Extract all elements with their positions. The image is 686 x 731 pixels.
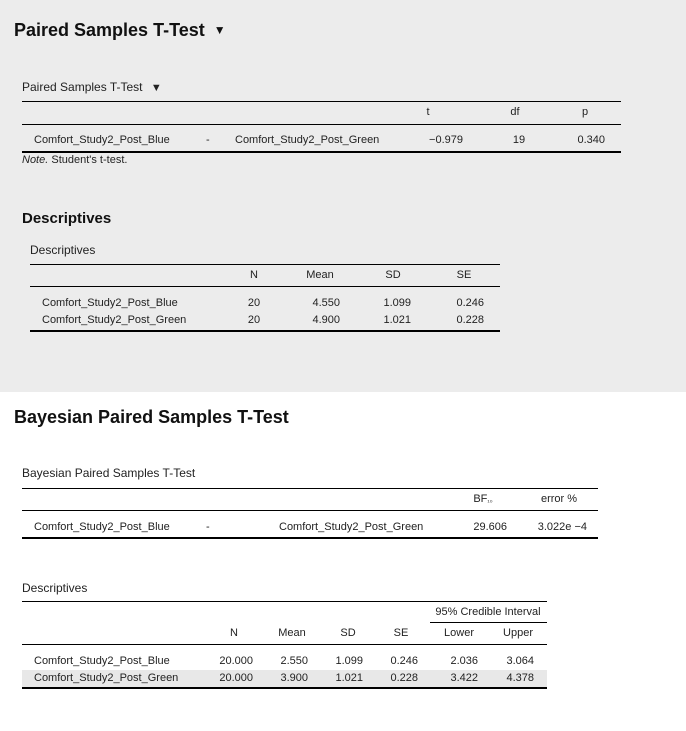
bayes-desc-row-n: 20.000 [219, 672, 253, 684]
paired-ttest-table-menu-arrow-icon[interactable]: ▼ [150, 82, 162, 94]
bf-label: BF [473, 493, 488, 505]
descriptives-header-se: SE [456, 269, 472, 281]
bayes-desc-row-se: 0.246 [390, 655, 418, 667]
bayes-desc-row-lower: 3.422 [450, 672, 478, 684]
bayes-ttest-separator: - [206, 521, 210, 533]
credible-interval-header: 95% Credible Interval [435, 606, 541, 618]
descriptives-heading: Descriptives [22, 210, 112, 227]
bayes-descriptives-header-rule [22, 644, 547, 645]
descriptives-header-sd: SD [385, 269, 401, 281]
descriptives-row-se: 0.228 [456, 314, 484, 326]
bayes-ttest-var2: Comfort_Study2_Post_Green [279, 521, 424, 533]
paired-ttest-var1: Comfort_Study2_Post_Blue [34, 134, 170, 146]
paired-ttest-table-caption [22, 80, 162, 94]
note-text: Student's t-test. [48, 154, 128, 166]
bayes-desc-header-se: SE [393, 627, 409, 639]
bayes-ttest-bottom-rule [22, 537, 598, 539]
bayes-desc-row-name: Comfort_Study2_Post_Blue [34, 655, 170, 667]
bayes-ttest-table-caption: Bayesian Paired Samples T-Test [22, 466, 196, 480]
credible-interval-rule [430, 622, 547, 623]
paired-ttest-df-value: 19 [512, 134, 526, 146]
descriptives-row-se: 0.246 [456, 297, 484, 309]
bayes-ttest-header-bf [463, 493, 503, 505]
bayes-ttest-error-value: 3.022e −4 [537, 521, 587, 533]
bayes-descriptives-table-caption: Descriptives [22, 581, 88, 595]
paired-ttest-bottom-rule [22, 151, 621, 153]
descriptives-row-mean: 4.900 [312, 314, 340, 326]
bayes-desc-row-sd: 1.021 [335, 672, 363, 684]
bayes-descriptives-top-rule [22, 601, 547, 602]
paired-ttest-separator: - [206, 134, 210, 146]
bayes-ttest-var1: Comfort_Study2_Post_Blue [34, 521, 170, 533]
paired-ttest-header-t: t [426, 106, 430, 118]
descriptives-row-n: 20 [247, 314, 261, 326]
bayes-desc-row-se: 0.228 [390, 672, 418, 684]
descriptives-header-mean: Mean [306, 269, 334, 281]
bayes-desc-header-mean: Mean [278, 627, 306, 639]
bayes-desc-row-mean: 2.550 [280, 655, 308, 667]
descriptives-table-caption: Descriptives [30, 243, 96, 257]
descriptives-row-sd: 1.021 [383, 314, 411, 326]
bayes-desc-row-lower: 2.036 [450, 655, 478, 667]
descriptives-header-rule [30, 286, 500, 287]
paired-ttest-title: Paired Samples T-Test [14, 20, 205, 40]
bayes-desc-row-n: 20.000 [219, 655, 253, 667]
descriptives-bottom-rule [30, 330, 500, 332]
paired-ttest-caption-text: Paired Samples T-Test [22, 80, 143, 94]
note-label: Note. [22, 154, 49, 166]
paired-ttest-menu-arrow-icon[interactable]: ▼ [213, 23, 226, 37]
bf-subscript: ₁₀ [487, 497, 493, 504]
bayes-ttest-top-rule [22, 488, 598, 489]
paired-ttest-header-rule [22, 124, 621, 125]
descriptives-row-mean: 4.550 [312, 297, 340, 309]
descriptives-row-n: 20 [247, 297, 261, 309]
paired-ttest-p-value: 0.340 [577, 134, 605, 146]
paired-ttest-t-value: −0.979 [429, 134, 463, 146]
descriptives-row-name: Comfort_Study2_Post_Blue [42, 297, 178, 309]
bayes-ttest-heading: Bayesian Paired Samples T-Test [14, 407, 289, 427]
bayes-desc-header-upper: Upper [503, 627, 533, 639]
bayes-desc-header-sd: SD [340, 627, 356, 639]
paired-ttest-header-df: df [510, 106, 520, 118]
paired-ttest-note [22, 154, 127, 166]
paired-ttest-var2: Comfort_Study2_Post_Green [235, 134, 380, 146]
bayes-desc-header-n: N [230, 627, 238, 639]
descriptives-row-name: Comfort_Study2_Post_Green [42, 314, 187, 326]
bayes-ttest-header-rule [22, 510, 598, 511]
paired-ttest-top-rule [22, 101, 621, 102]
bayes-desc-row-mean: 3.900 [280, 672, 308, 684]
bayes-descriptives-bottom-rule [22, 687, 547, 689]
bayes-desc-header-lower: Lower [444, 627, 474, 639]
bayes-ttest-header-error: error % [540, 493, 578, 505]
paired-ttest-heading [14, 20, 226, 41]
bayes-ttest-bf-value: 29.606 [473, 521, 507, 533]
bayes-desc-row-sd: 1.099 [335, 655, 363, 667]
bayes-desc-row-name: Comfort_Study2_Post_Green [34, 672, 179, 684]
bayes-desc-row-upper: 3.064 [506, 655, 534, 667]
descriptives-top-rule [30, 264, 500, 265]
descriptives-header-n: N [250, 269, 258, 281]
paired-ttest-header-p: p [581, 106, 589, 118]
bayes-desc-row-upper: 4.378 [506, 672, 534, 684]
descriptives-row-sd: 1.099 [383, 297, 411, 309]
